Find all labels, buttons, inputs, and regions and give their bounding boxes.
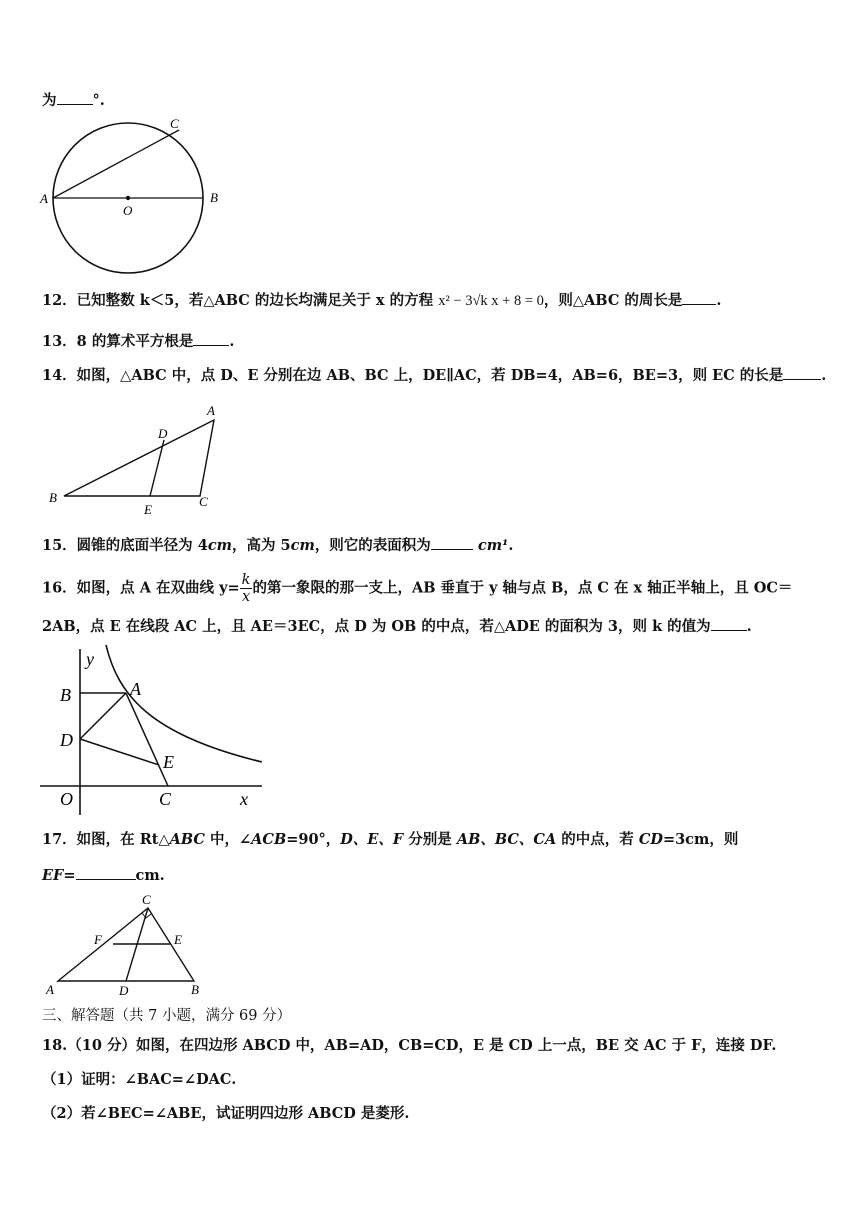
question-18 [42,1036,776,1056]
q17-def: D、E、F [340,831,404,848]
q17-ef: EF [42,867,64,884]
label-b: B [210,190,218,205]
q16-pre: 16．如图，点 A 在双曲线 y= [42,579,240,597]
q14-end: . [821,367,827,384]
chord-ac [53,130,179,198]
q17-abc: ABC [169,831,205,848]
label-e: E [163,752,174,772]
section-3-heading [42,1006,291,1026]
label-a: A [40,191,48,206]
q18-1-text: （1）证明：∠BAC=∠DAC. [42,1071,237,1088]
question-13 [42,331,234,352]
q11-end: °. [92,92,105,109]
q17-sides: AB、BC、CA [456,831,557,848]
q15-pre: 15．圆锥的底面半径为 4 [42,537,208,554]
q13-end: . [229,333,235,350]
label-a: A [46,982,54,997]
label-d: D [158,426,168,441]
figure-circle [36,112,226,282]
segment-de [80,739,159,765]
label-e: E [144,502,152,517]
label-b: B [60,685,71,705]
q17-mid4: 的中点，若 [556,831,639,848]
label-a: A [130,679,141,699]
q12-end: . [716,292,722,309]
q15-unit2: cm [290,537,315,554]
q17-eq: = [63,867,76,884]
q12-pre: 12．已知整数 k＜5，若△ABC 的边长均满足关于 x 的方程 [42,292,434,309]
label-y: y [86,649,94,669]
q16-end: . [746,618,752,635]
label-d: D [119,983,129,998]
hyperbola-curve [106,645,262,762]
q15-mid2: ，则它的表面积为 [314,537,431,554]
q15-unit1: cm [207,537,232,554]
label-d: D [60,730,73,750]
q16-blank[interactable] [711,616,747,631]
q17-cd: CD [638,831,663,848]
label-c: C [199,494,208,509]
question-18-part-1 [42,1070,236,1090]
q17-end: cm. [135,867,165,884]
label-c: C [142,892,151,907]
question-17 [42,830,738,850]
segment-ac [126,693,168,786]
q13-pre: 13．8 的算术平方根是 [42,333,194,350]
question-14 [42,365,826,386]
figure-hyperbola [40,645,270,820]
question-17-line2 [42,865,165,886]
q14-text: 14．如图，△ABC 中，点 D、E 分别在边 AB、BC 上，DE∥AC，若 DB=4，AB=6，BE=3，则 EC 的长是 [42,367,784,384]
q11-blank[interactable] [57,90,93,105]
q11-text: 为 [42,92,57,109]
q17-mid3: 分别是 [403,831,457,848]
label-x: x [240,789,248,809]
label-o: O [123,203,133,218]
q15-end: . [508,537,514,554]
label-b: B [49,490,57,505]
label-c: C [159,789,172,809]
q16-fraction [240,572,253,605]
q17-mid: 中，∠ [204,831,252,848]
q18-text: 18.（10 分）如图，在四边形 ABCD 中，AB=AD，CB=CD，E 是 CD 上一点，BE 交 AC 于 F，连接 DF. [42,1037,777,1054]
q17-mid2: =90°， [286,831,341,848]
label-b: B [191,982,199,997]
q15-mid: ，高为 5 [232,537,291,554]
q16-frac-num: k [241,572,251,588]
q12-blank[interactable] [682,290,716,305]
section-3-text: 三、解答题（共 7 小题，满分 69 分） [42,1008,292,1024]
q17-acb: ACB [251,831,287,848]
label-a: A [207,403,215,418]
q14-blank[interactable] [783,365,821,380]
center-dot [126,196,130,200]
q16-line2: 2AB，点 E 在线段 AC 上，且 AE＝3EC，点 D 为 OB 的中点，若△ADE 的面积为 3，则 k 的值为 [42,618,711,635]
q17-blank[interactable] [76,865,136,880]
segment-da [80,693,126,739]
q11-tail [42,90,105,111]
q15-blank[interactable] [431,535,473,550]
label-f: F [94,932,102,947]
triangle-abc [64,420,214,496]
label-o: O [60,789,73,809]
question-16-line2 [42,616,752,637]
q16-frac-den: x [241,589,251,605]
q16-post: 的第一象限的那一支上，AB 垂直于 y 轴与点 B，点 C 在 x 轴正半轴上，且 OC＝ [252,579,793,597]
q17-pre: 17．如图，在 Rt△ [42,831,170,848]
question-18-part-2 [42,1104,409,1124]
q13-blank[interactable] [193,331,229,346]
figure-triangle-14 [46,400,236,520]
q15-unit3: cm¹ [477,537,509,554]
q18-2-text: （2）若∠BEC=∠ABE，试证明四边形 ABCD 是菱形. [42,1105,410,1122]
question-15 [42,535,513,556]
label-c: C [170,116,179,131]
q12-equation: x² − 3√k x + 8 = 0 [438,293,544,309]
figure-triangle-17 [46,892,216,1000]
label-e: E [174,932,182,947]
question-16 [42,572,792,605]
q17-post: =3cm，则 [662,831,739,848]
q12-post: ，则△ABC 的周长是 [543,292,683,309]
question-12 [42,290,721,311]
